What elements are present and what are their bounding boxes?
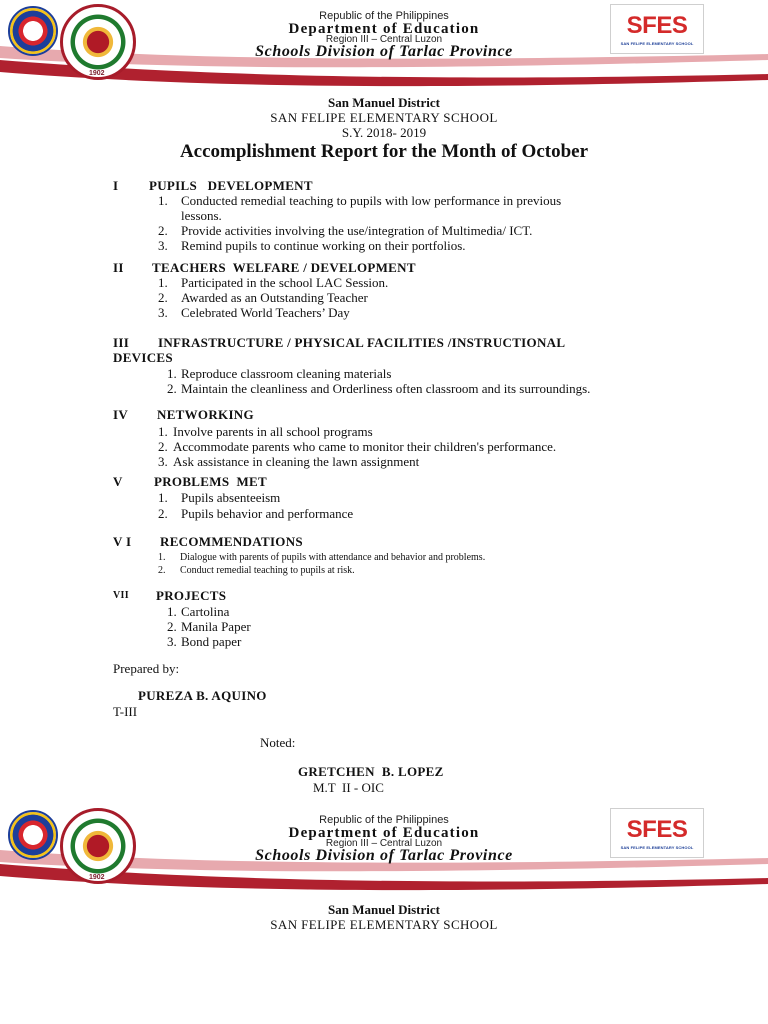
list-item: 3. Ask assistance in cleaning the lawn assignment <box>158 454 420 469</box>
section-heading: PROBLEMS MET <box>154 474 267 489</box>
page-title: Accomplishment Report for the Month of October <box>179 141 589 162</box>
school-name: SAN FELIPE ELEMENTARY SCHOOL <box>270 110 498 125</box>
noter-title: M.T II - OIC <box>313 780 384 795</box>
school-logo-subtext: SAN FELIPE ELEMENTARY SCHOOL <box>620 845 694 850</box>
prepared-by-label: Prepared by: <box>113 661 180 676</box>
list-item-continuation: lessons. <box>181 208 222 223</box>
list-item: 3. Bond paper <box>167 634 242 649</box>
list-item: 2. Maintain the cleanliness and Orderliness often classroom and its surroundings. <box>167 381 591 396</box>
noted-label: Noted: <box>260 735 296 750</box>
department-label: Department of Education <box>288 825 480 841</box>
section-numeral: I <box>113 178 119 193</box>
district-name: San Manuel District <box>328 902 440 917</box>
preparer-title: T-III <box>113 704 138 719</box>
list-item: 2. Accommodate parents who came to monitor their children's performance. <box>158 439 557 454</box>
section-heading: PROJECTS <box>156 588 227 603</box>
school-logo <box>610 4 704 54</box>
list-item: 1. Reproduce classroom cleaning materials <box>167 366 392 381</box>
list-item: 3. Celebrated World Teachers’ Day <box>158 305 350 320</box>
division-label: Schools Division of Tarlac Province <box>255 43 513 60</box>
seal-year: 1902 <box>89 874 105 881</box>
school-logo-subtext: SAN FELIPE ELEMENTARY SCHOOL <box>620 41 694 46</box>
school-name: SAN FELIPE ELEMENTARY SCHOOL <box>270 917 498 932</box>
republic-label: Republic of the Philippines <box>319 814 449 826</box>
list-item: 1. Dialogue with parents of pupils with attendance and behavior and problems. <box>158 552 486 563</box>
seal-year: 1902 <box>89 70 105 77</box>
school-logo-text: SFES <box>626 816 688 843</box>
region-label: Region III – Central Luzon <box>325 838 443 849</box>
list-item: 2. Provide activities involving the use/integration of Multimedia/ ICT. <box>158 223 533 238</box>
department-label: Department of Education <box>288 21 480 37</box>
preparer-name: PUREZA B. AQUINO <box>138 688 267 703</box>
list-item: 2. Conduct remedial teaching to pupils at risk. <box>158 565 355 576</box>
section-heading: PUPILS DEVELOPMENT <box>149 178 313 193</box>
list-item: 2. Manila Paper <box>167 619 251 634</box>
section-numeral: IV <box>113 407 129 422</box>
section-heading-continuation: DEVICES <box>113 350 173 365</box>
letterhead <box>0 0 768 92</box>
section-heading: NETWORKING <box>157 407 254 422</box>
republic-label: Republic of the Philippines <box>319 10 449 22</box>
list-item: 1. Involve parents in all school programs <box>158 424 373 439</box>
list-item: 1. Conducted remedial teaching to pupils with low performance in previous <box>158 193 562 208</box>
letterhead-page-2 <box>0 804 768 896</box>
school-year: S.Y. 2018- 2019 <box>341 125 427 140</box>
section-numeral: V <box>113 474 123 489</box>
school-logo-text: SFES <box>626 12 688 39</box>
section-numeral: VII <box>113 590 129 601</box>
district-name: San Manuel District <box>328 95 440 110</box>
list-item: 2. Awarded as an Outstanding Teacher <box>158 290 368 305</box>
section-heading: INFRASTRUCTURE / PHYSICAL FACILITIES /INSTRUCTIONAL <box>158 335 566 350</box>
school-logo <box>610 808 704 858</box>
section-numeral: V I <box>113 534 132 549</box>
section-heading: TEACHERS WELFARE / DEVELOPMENT <box>152 260 416 275</box>
region-label: Region III – Central Luzon <box>325 34 443 45</box>
list-item: 1. Cartolina <box>167 604 230 619</box>
list-item: 1. Participated in the school LAC Session. <box>158 275 389 290</box>
section-heading: RECOMMENDATIONS <box>160 534 303 549</box>
noter-name: GRETCHEN B. LOPEZ <box>298 764 444 779</box>
section-numeral: II <box>113 260 124 275</box>
division-label: Schools Division of Tarlac Province <box>255 847 513 864</box>
list-item: 3. Remind pupils to continue working on their portfolios. <box>158 238 466 253</box>
list-item: 1. Pupils absenteeism <box>158 490 281 505</box>
section-numeral: III <box>113 335 130 350</box>
list-item: 2. Pupils behavior and performance <box>158 506 354 521</box>
